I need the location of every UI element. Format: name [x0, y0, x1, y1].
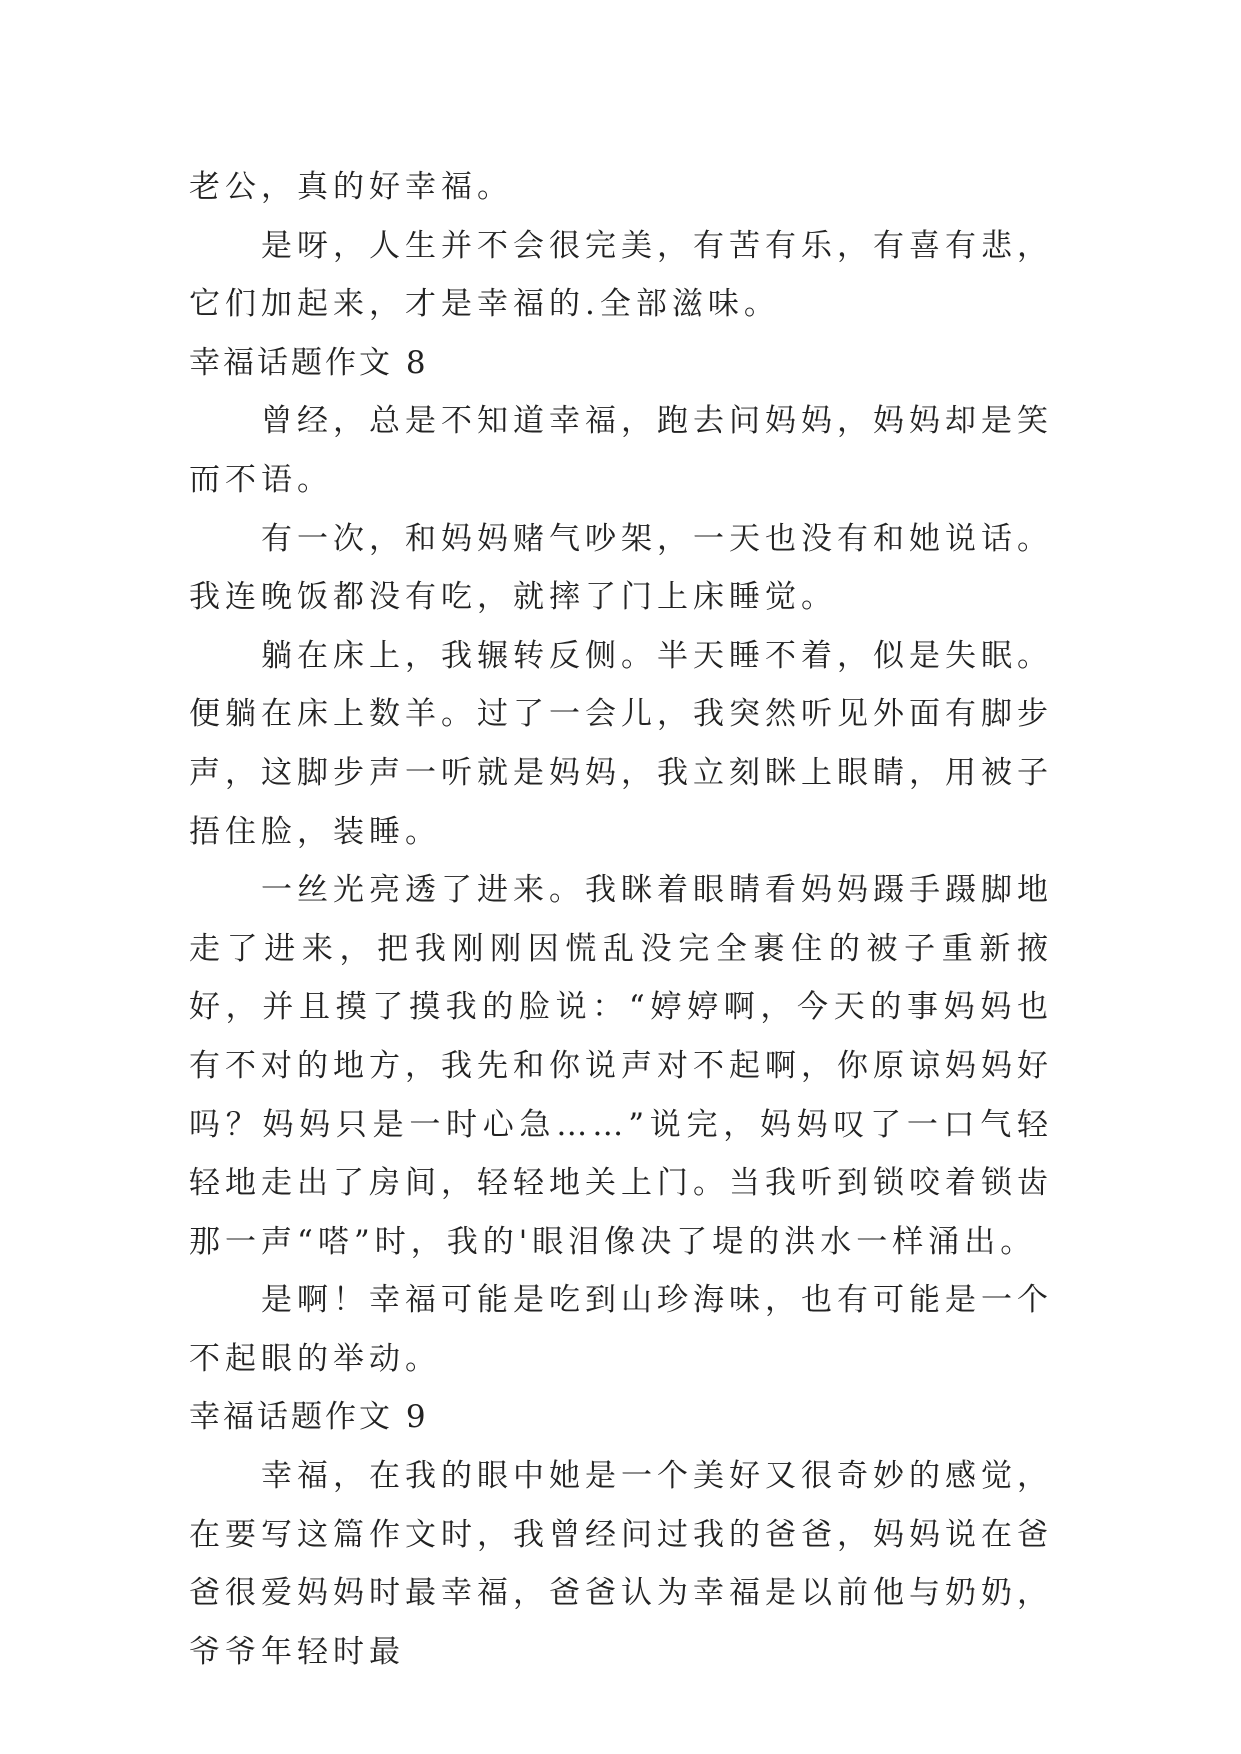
- paragraph-7: 是啊！幸福可能是吃到山珍海味，也有可能是一个不起眼的举动。: [189, 1282, 1053, 1377]
- section-heading-8: 幸福话题作文 8: [189, 344, 429, 381]
- paragraph-3: 曾经，总是不知道幸福，跑去问妈妈，妈妈却是笑而不语。: [189, 403, 1053, 498]
- section-heading-9: 幸福话题作文 9: [189, 1399, 429, 1436]
- paragraph-4: 有一次，和妈妈赌气吵架，一天也没有和她说话。我连晚饭都没有吃，就摔了门上床睡觉。: [189, 520, 1053, 616]
- paragraph-2: 是呀，人生并不会很完美，有苦有乐，有喜有悲，它们加起来，才是幸福的.全部滋味。: [189, 227, 1053, 323]
- document-page: [189, 158, 1053, 1681]
- paragraph-6: 一丝光亮透了进来。我眯着眼睛看妈妈蹑手蹑脚地走了进来，把我刚刚因慌乱没完全裹住的被子重新掖好，并且摸了摸我的脸说：“婷婷啊，今天的事妈妈也有不对的地方，我先和你说声对不起啊，你原谅妈妈好吗？妈妈只是一时心急……”说完，妈妈叹了一口气轻轻地走出了房间，轻轻地关上门。当我听到锁咬着锁齿那一声“嗒”时，我的'眼泪像决了堤的洪水一样涌出。: [189, 872, 1053, 1260]
- paragraph-8: 幸福，在我的眼中她是一个美好又很奇妙的感觉，在要写这篇作文时，我曾经问过我的爸爸，妈妈说在爸爸很爱妈妈时最幸福，爸爸认为幸福是以前他与奶奶，爷爷年轻时最: [189, 1458, 1053, 1670]
- paragraph-1: 老公，真的好幸福。: [189, 169, 513, 205]
- paragraph-5: 躺在床上，我辗转反侧。半天睡不着，似是失眠。便躺在床上数羊。过了一会儿，我突然听见外面有脚步声，这脚步声一听就是妈妈，我立刻眯上眼睛，用被子捂住脸，装睡。: [189, 637, 1053, 850]
